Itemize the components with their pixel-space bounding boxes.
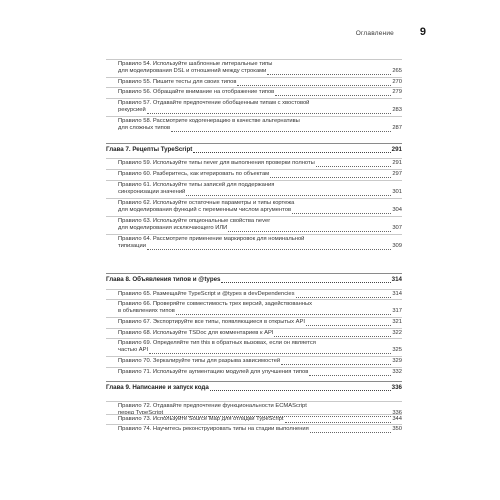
entry-text-line: Правило 74. Научитесь реконструировать типы на стадии выполнения	[118, 426, 309, 432]
entry-page-number: 307	[392, 225, 402, 232]
entry-text-line: Правило 68. Используйте TSDoc для комментариев к API	[118, 330, 274, 336]
chapter-page-number: 291	[391, 146, 402, 153]
entry-page-number: 304	[392, 207, 402, 214]
dot-leader	[285, 422, 392, 423]
chapter-divider	[106, 273, 402, 274]
chapter-divider	[106, 381, 402, 382]
entry-divider	[106, 328, 402, 329]
dot-leader	[275, 95, 391, 96]
entry-text-line: для моделирования функций с переменным числом аргументов	[118, 207, 292, 214]
dot-leader	[270, 177, 391, 178]
dot-leader	[316, 166, 392, 167]
entry-text-line: Правило 66. Проверяйте совместимость трех версий, задействованных	[118, 301, 313, 307]
dot-leader	[193, 152, 390, 153]
entry-divider	[106, 234, 402, 235]
entry-divider	[106, 424, 402, 425]
entry-divider	[106, 414, 402, 415]
entry-divider	[106, 299, 402, 300]
entry-text-line: Правило 62. Используйте остаточные параметры и типы кортежа	[118, 200, 295, 206]
chapter-title: Глава 8. Объявления типов и @types	[106, 276, 221, 283]
entry-text-line: типизации	[118, 243, 146, 250]
entry-divider	[106, 116, 402, 117]
entry-page-number: 344	[392, 416, 402, 422]
chapter-title: Глава 7. Рецепты TypeScript	[106, 146, 193, 153]
entry-text-line: Правило 67. Экспортируйте все типы, появляющиеся в открытых API	[118, 319, 306, 325]
entry-text-line: Правило 60. Разберитесь, как итерировать по объектам	[118, 171, 270, 177]
chapter-page-number: 336	[391, 384, 402, 391]
entry-text-line: Правило 70. Зеркалируйте типы для разрыва зависимостей	[118, 358, 281, 364]
chapter-page-number: 314	[391, 276, 402, 283]
dot-leader	[171, 131, 391, 132]
entry-text-line: в объявлениях типов	[118, 308, 175, 315]
entry-divider	[106, 401, 402, 402]
entry-page-number: 321	[392, 319, 402, 325]
dot-leader	[310, 432, 392, 433]
chapter-title: Глава 9. Написание и запуск кода	[106, 384, 209, 391]
dot-leader	[221, 282, 390, 283]
dot-leader	[237, 85, 391, 86]
entry-page-number: 301	[392, 189, 402, 196]
entry-text-line: Правило 58. Рассмотрите кодогенерацию в качестве альтернативы	[118, 118, 300, 124]
running-header	[316, 28, 426, 42]
entry-text-line: Правило 56. Обращайте внимание на отображение типов	[118, 89, 275, 95]
entry-page-number: 322	[392, 330, 402, 336]
entry-divider	[106, 356, 402, 357]
dot-leader	[281, 364, 391, 365]
entry-divider	[106, 59, 402, 60]
entry-page-number: 297	[392, 171, 402, 177]
entry-page-number: 270	[392, 79, 402, 85]
dot-leader	[210, 390, 391, 391]
entry-text-line: Правило 61. Используйте типы записей для поддержания	[118, 182, 275, 188]
entry-divider	[106, 317, 402, 318]
entry-page-number: 291	[392, 160, 402, 166]
entry-text-line: Правило 72. Отдавайте предпочтение функциональности ECMAScript	[118, 403, 307, 409]
entry-page-number: 265	[392, 68, 402, 75]
entry-page-number: 329	[392, 358, 402, 364]
entry-page-number: 317	[392, 308, 402, 315]
entry-divider	[106, 338, 402, 339]
dot-leader	[176, 314, 392, 315]
entry-page-number: 332	[392, 369, 402, 375]
entry-text-line: Правило 63. Используйте опциональные свойства never	[118, 218, 271, 224]
entry-divider	[106, 198, 402, 199]
entry-text-line: синхронизации значений	[118, 189, 186, 196]
entry-page-number: 314	[392, 291, 402, 297]
dot-leader	[147, 113, 392, 114]
dot-leader	[149, 353, 391, 354]
entry-text-line: Правило 73. Используйте Source Map для отладки TypeScript	[118, 416, 284, 422]
entry-page-number: 309	[392, 243, 402, 250]
dot-leader	[228, 231, 391, 232]
dot-leader	[267, 74, 391, 75]
page-number: 9	[419, 26, 426, 38]
entry-divider	[106, 77, 402, 78]
entry-text-line: для моделирования исключающего ИЛИ	[118, 225, 228, 232]
entry-text-line: Правило 54. Используйте шаблонные литеральные типы	[118, 61, 273, 67]
entry-text-line: для моделирования DSL и отношений между строками	[118, 68, 267, 75]
dot-leader	[292, 213, 391, 214]
entry-page-number: 325	[392, 347, 402, 354]
dot-leader	[147, 249, 391, 250]
entry-text-line: Правило 65. Размещайте TypeScript и @types в devDependencies	[118, 291, 295, 297]
entry-page-number: 283	[392, 107, 402, 114]
entry-text-line: для сложных типов	[118, 125, 171, 132]
dot-leader	[296, 297, 392, 298]
running-header-title: Оглавление	[355, 30, 394, 37]
dot-leader	[186, 195, 391, 196]
entry-divider	[106, 169, 402, 170]
entry-text-line: Правило 69. Определяйте тип this в обратных вызовах, если он является	[118, 340, 316, 346]
entry-page-number: 350	[392, 426, 402, 432]
dot-leader	[306, 325, 391, 326]
entry-text-line: Правило 57. Отдавайте предпочтение обобщенным типам с хвостовой	[118, 100, 310, 106]
entry-text-line: Правило 71. Используйте аугментацию модулей для улучшения типов	[118, 369, 309, 375]
dot-leader	[309, 375, 391, 376]
entry-text-line: Правило 55. Пишите тесты для своих типов	[118, 79, 237, 85]
dot-leader	[274, 336, 391, 337]
entry-text-line: рекурсией	[118, 107, 146, 114]
entry-divider	[106, 367, 402, 368]
entry-divider	[106, 158, 402, 159]
entry-page-number: 279	[392, 89, 402, 95]
entry-page-number: 287	[392, 125, 402, 132]
entry-text-line: частью API	[118, 347, 149, 354]
entry-divider	[106, 98, 402, 99]
chapter-divider	[106, 143, 402, 144]
entry-divider	[106, 216, 402, 217]
entry-text-line: Правило 59. Используйте типы never для выполнения проверки полноты	[118, 160, 315, 166]
entry-divider	[106, 289, 402, 290]
entry-divider	[106, 87, 402, 88]
entry-divider	[106, 180, 402, 181]
entry-text-line: Правило 64. Рассмотрите применение маркировок для номинальной	[118, 236, 305, 242]
